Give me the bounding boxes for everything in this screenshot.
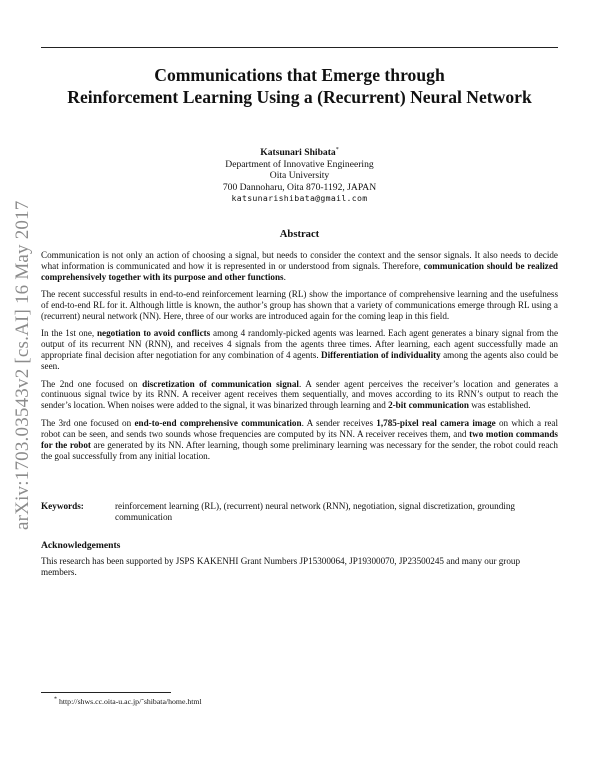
arxiv-identifier: arXiv:1703.03543v2 [cs.AI] 16 May 2017	[12, 200, 33, 530]
acknowledgements-text: This research has been supported by JSPS KAKENHI Grant Numbers JP15300064, JP19300070, JP23500245 and many our group members.	[41, 556, 521, 577]
abstract-p1-bold: communication should be realized comprehensively together with its purpose and other functions	[41, 260, 558, 282]
top-rule	[41, 47, 558, 48]
abstract-p3-bold-1: negotiation to avoid conflicts	[96, 328, 211, 339]
keywords-text: reinforcement learning (RL), (recurrent) neural network (RNN), negotiation, signal discretization, grounding communication	[115, 501, 516, 522]
keywords-block	[41, 501, 558, 523]
abstract-p4-bold-2: 2-bit communication	[388, 400, 469, 411]
abstract-p5-c: . A sender receives	[301, 417, 377, 428]
author-name-line	[41, 147, 558, 159]
abstract-p5-bold-1: end-to-end comprehensive communication	[134, 417, 302, 428]
abstract-p3-bold-2: Differentiation of individuality	[321, 350, 441, 361]
abstract-paragraph-1	[41, 250, 558, 283]
abstract-p4-a: The 2nd one focused on	[41, 378, 143, 389]
abstract-body	[41, 250, 558, 468]
abstract-p4-bold-1: discretization of communication signal	[142, 378, 299, 389]
paper-title	[41, 64, 558, 108]
footnote-url[interactable]: http://shws.cc.oita-u.ac.jp/˜shibata/home.html	[58, 697, 202, 706]
abstract-p4-d: was established.	[468, 400, 531, 411]
footnote	[54, 697, 202, 706]
abstract-p3-c: among 4 randomly-picked agents was learned. Each agent generates a binary signal from the output of its recurrent NN (RNN), and receives 4 signals from the agents three times. After learning, each agent successfully made an appropriate final decision after negotiation for any combination of 4 agents.	[41, 328, 559, 361]
abstract-p1-text: Communication is not only an action of choosing a signal, but needs to consider the context and the sensor signals. It also needs to decide what information is communicated and how it is represented in or understood from signals. Therefore,	[41, 250, 558, 271]
footnote-rule	[41, 692, 171, 693]
abstract-p5-e: are generated by its NN. After learning, though some preliminary learning was necessary for the sender, the robot could reach the goal successfully from any initial location.	[41, 439, 558, 461]
author-footnote-mark: *	[335, 146, 339, 153]
abstract-paragraph-5	[41, 418, 558, 462]
abstract-paragraph-3	[41, 328, 558, 372]
acknowledgements-heading: Acknowledgements	[41, 540, 121, 551]
abstract-p1-end: .	[283, 271, 286, 282]
author-department: Department of Innovative Engineering	[225, 158, 374, 170]
footnote-mark: *	[54, 696, 57, 703]
abstract-p5-a: The 3rd one focused on	[41, 417, 135, 428]
abstract-p5-bold-3: two motion commands for the robot	[41, 428, 558, 450]
title-line-2: Reinforcement Learning Using a (Recurrent) Neural Network	[67, 87, 532, 107]
abstract-paragraph-2: The recent successful results in end-to-end reinforcement learning (RL) show the importance of comprehensive learning and the usefulness of end-to-end RL for it. Although little is known, the author’s group has shown that a variety of communications emerge through RL using a (recurrent) neural network (NN). Here, three of our works are introduced again for the coming leap in this field.	[41, 289, 558, 322]
abstract-p4-c: . A sender agent perceives the receiver’s location and generates a continuous signal twice by its RNN. A receiver agent receives them sequentially, and moves according to its RNN’s output to reach the sender’s location. When noises were added to the signal, it was binarized through learning and	[41, 378, 559, 411]
abstract-p3-d: among the agents also could be seen.	[41, 350, 558, 372]
abstract-p5-bold-2: 1,785-pixel real camera image	[376, 417, 496, 428]
title-line-1: Communications that Emerge through	[154, 65, 445, 85]
author-block	[41, 147, 558, 205]
keywords-label: Keywords:	[41, 501, 84, 511]
author-address: 700 Dannoharu, Oita 870-1192, JAPAN	[222, 181, 377, 193]
abstract-paragraph-4	[41, 379, 558, 412]
abstract-p3-a: In the 1st one,	[41, 328, 97, 339]
author-name: Katsunari Shibata	[260, 147, 336, 158]
abstract-p5-d: on which a real robot can be seen, and sends two sounds whose frequencies are computed by its NN. A receiver receives them, and	[41, 417, 558, 439]
abstract-heading: Abstract	[279, 229, 320, 240]
author-email[interactable]: katsunarishibata@gmail.com	[231, 193, 368, 204]
author-university: Oita University	[269, 170, 330, 182]
